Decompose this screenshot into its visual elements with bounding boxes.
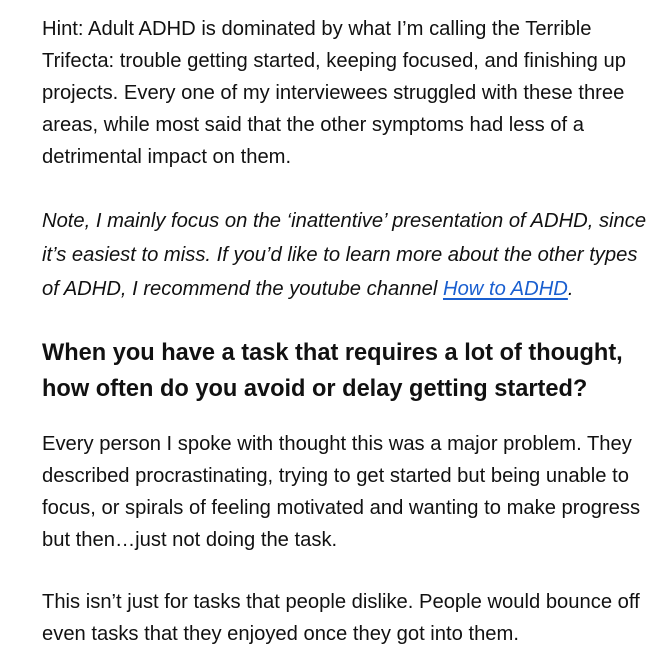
hint-paragraph: Hint: Adult ADHD is dominated by what I’m calling the Terrible Trifecta: trouble getting started, keeping focused, and finishing up projects. Every one of my interviewees struggled with these three areas, while most said that the other symptoms had less of a detrimental impact on them. — [42, 18, 626, 168]
how-to-adhd-link[interactable]: How to ADHD — [442, 278, 568, 300]
note-paragraph — [42, 204, 654, 306]
note-text: Note, I mainly focus on the ‘inattentive’ presentation of ADHD, since it’s easiest to miss. If you’d like to learn more about the other types of ADHD, I recommend the youtube channel — [42, 210, 647, 300]
body-paragraph-1: Every person I spoke with thought this was a major problem. They described procrastinating, trying to get started but being unable to focus, or spirals of feeling motivated and wanting to make progress but then…just not doing the task. — [42, 433, 641, 551]
section-heading: When you have a task that requires a lot of thought, how often do you avoid or delay getting started? — [42, 340, 623, 402]
note-trailing-punctuation: . — [567, 278, 574, 300]
body-paragraph-2: This isn’t just for tasks that people dislike. People would bounce off even tasks that they enjoyed once they got into them. — [42, 591, 640, 645]
